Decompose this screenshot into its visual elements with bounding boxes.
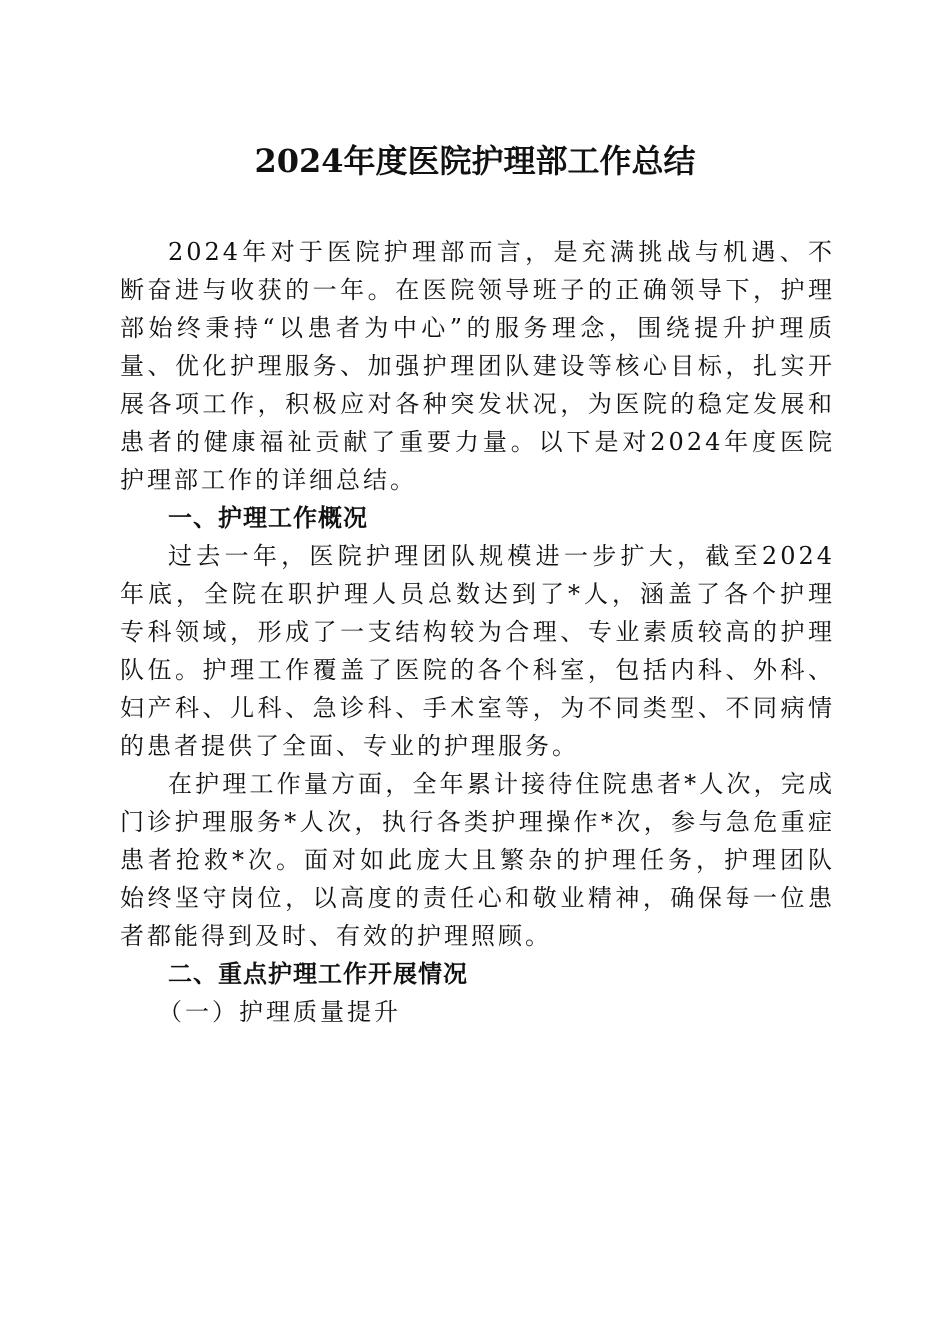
overview-paragraph-workload: 在护理工作量方面，全年累计接待住院患者*人次，完成门诊护理服务*人次，执行各类护理操作*次，参与急危重症患者抢救*次。面对如此庞大且繁杂的护理任务，护理团队始终坚守岗位，以高度的责任心和敬业精神，确保每一位患者都能得到及时、有效的护理照顾。	[120, 770, 835, 950]
intro-paragraph: 2024年对于医院护理部而言，是充满挑战与机遇、不断奋进与收获的一年。在医院领导班子的正确领导下，护理部始终秉持“以患者为中心”的服务理念，围绕提升护理质量、优化护理服务、加强护理团队建设等核心目标，扎实开展各项工作，积极应对各种突发状况，为医院的稳定发展和患者的健康福祉贡献了重要力量。以下是对2024年度医院护理部工作的详细总结。	[120, 238, 835, 494]
section-heading-overview: 一、护理工作概况	[168, 504, 368, 532]
subsection-heading-quality: （一）护理质量提升	[158, 998, 401, 1026]
document-title: 2024年度医院护理部工作总结	[254, 142, 696, 180]
document-body	[120, 233, 835, 1031]
section-heading-key-work: 二、重点护理工作开展情况	[168, 960, 468, 988]
overview-paragraph-staff: 过去一年，医院护理团队规模进一步扩大，截至2024年底，全院在职护理人员总数达到了*人，涵盖了各个护理专科领域，形成了一支结构较为合理、专业素质较高的护理队伍。护理工作覆盖了医院的各个科室，包括内科、外科、妇产科、儿科、急诊科、手术室等，为不同类型、不同病情的患者提供了全面、专业的护理服务。	[120, 542, 835, 760]
